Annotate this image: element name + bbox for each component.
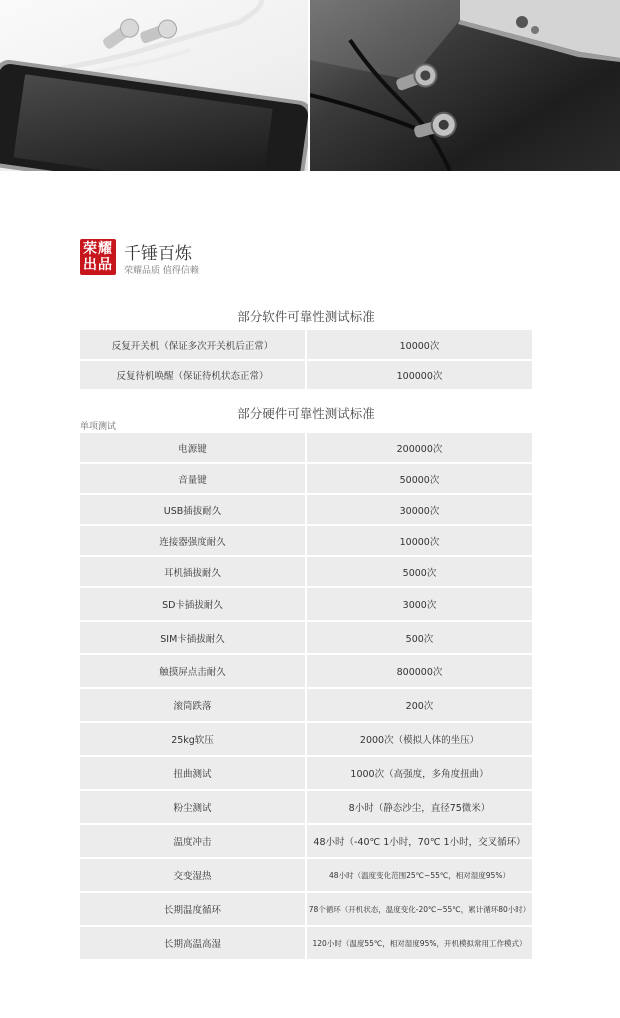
test-item: 滚筒跌落	[80, 688, 306, 722]
table-row	[80, 621, 532, 654]
test-value: 120小时（温度55℃，相对湿度95%，开机模拟常用工作模式）	[306, 926, 532, 960]
test-item: 长期温度循环	[80, 892, 306, 926]
table-row	[80, 688, 532, 722]
test-value: 200次	[306, 688, 532, 722]
test-value: 30000次	[306, 494, 532, 525]
test-value: 200000次	[306, 433, 532, 463]
test-item: 电源键	[80, 433, 306, 463]
test-value: 5000次	[306, 556, 532, 587]
table-row	[80, 790, 532, 824]
test-item: SD卡插拔耐久	[80, 587, 306, 621]
test-item: 连接器强度耐久	[80, 525, 306, 556]
test-value: 8小时（静态沙尘，直径75微米）	[306, 790, 532, 824]
table-row	[80, 858, 532, 892]
test-value: 100000次	[306, 360, 532, 390]
test-value: 3000次	[306, 587, 532, 621]
test-item: 长期高温高湿	[80, 926, 306, 960]
table-row	[80, 722, 532, 756]
table-row	[80, 525, 532, 556]
honor-seal-logo: 荣耀 出品	[80, 239, 116, 275]
table-row	[80, 756, 532, 790]
brand-subtitle: 荣耀品质 值得信赖	[124, 266, 199, 276]
table-row	[80, 330, 532, 360]
test-value: 2000次（模拟人体的坐压）	[306, 722, 532, 756]
table-row	[80, 360, 532, 390]
test-value: 10000次	[306, 330, 532, 360]
brand-title: 千锤百炼	[124, 244, 192, 264]
table-row	[80, 463, 532, 494]
software-test-table	[80, 330, 532, 391]
single-test-label: 单项测试	[80, 422, 117, 432]
table-row	[80, 824, 532, 858]
test-value: 48小时（-40℃ 1小时，70℃ 1小时，交叉循环）	[306, 824, 532, 858]
software-section-title: 部分软件可靠性测试标准	[237, 309, 375, 324]
test-item: SIM卡插拔耐久	[80, 621, 306, 654]
test-item: USB插拔耐久	[80, 494, 306, 525]
test-value: 1000次（高强度，多角度扭曲）	[306, 756, 532, 790]
test-value: 10000次	[306, 525, 532, 556]
hardware-section-title: 部分硬件可靠性测试标准	[237, 406, 375, 421]
table-row	[80, 926, 532, 960]
test-item: 音量键	[80, 463, 306, 494]
hero-banner	[0, 0, 620, 171]
table-row	[80, 433, 532, 463]
test-value: 500次	[306, 621, 532, 654]
table-row	[80, 587, 532, 621]
table-row	[80, 892, 532, 926]
test-item: 粉尘测试	[80, 790, 306, 824]
test-value: 800000次	[306, 654, 532, 688]
test-item: 交变湿热	[80, 858, 306, 892]
test-item: 温度冲击	[80, 824, 306, 858]
earphones-with-phone-photo	[0, 0, 308, 171]
table-row	[80, 654, 532, 688]
test-item: 耳机插拔耐久	[80, 556, 306, 587]
test-item: 反复待机唤醒（保证待机状态正常）	[80, 360, 306, 390]
test-value: 78个循环（开机状态，温度变化-20℃~55℃，累计循环80小时）	[306, 892, 532, 926]
test-value: 48小时（温度变化范围25℃~55℃，相对湿度95%）	[306, 858, 532, 892]
test-value: 50000次	[306, 463, 532, 494]
test-item: 25kg软压	[80, 722, 306, 756]
test-item: 扭曲测试	[80, 756, 306, 790]
table-row	[80, 494, 532, 525]
test-item: 反复开关机（保证多次开关机后正常）	[80, 330, 306, 360]
earphones-on-dark-table-photo	[310, 0, 620, 171]
hardware-test-table	[80, 433, 532, 961]
table-row	[80, 556, 532, 587]
test-item: 触摸屏点击耐久	[80, 654, 306, 688]
